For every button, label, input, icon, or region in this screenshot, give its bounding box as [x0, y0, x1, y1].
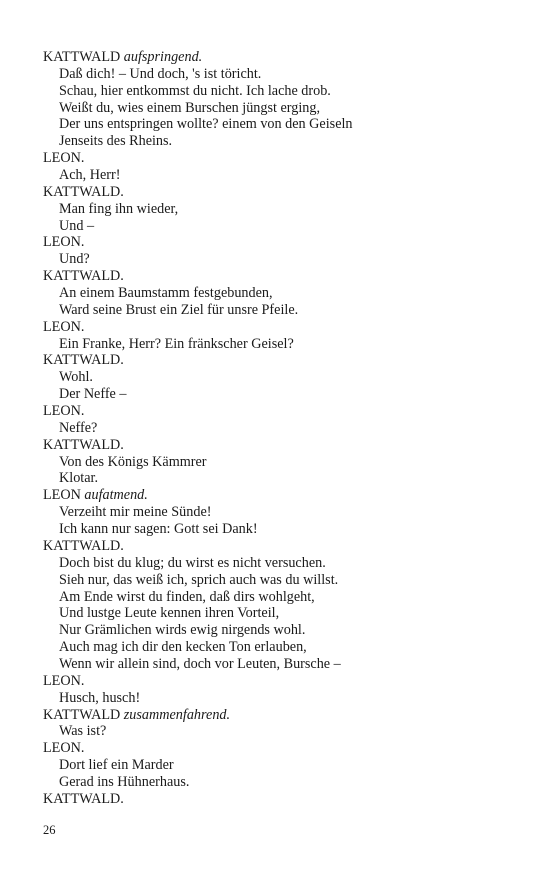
verse-line: Und lustge Leute kennen ihren Vorteil,	[59, 605, 280, 622]
stage-direction: aufspringend.	[123, 49, 203, 65]
play-text	[43, 49, 513, 808]
speaker-line	[43, 49, 513, 66]
speaker-line	[43, 268, 513, 285]
verse-line: Und?	[59, 251, 90, 268]
speaker-name: LEON.	[43, 672, 85, 689]
speaker-line	[43, 403, 513, 420]
speaker-name: LEON	[43, 487, 81, 504]
verse-line: Neffe?	[59, 419, 98, 436]
verse-line: Schau, hier entkommst du nicht. Ich lache drob.	[59, 82, 331, 99]
verse-line: Daß dich! – Und doch, 's ist töricht.	[59, 65, 262, 82]
speaker-line	[43, 673, 513, 690]
speaker-line	[43, 184, 513, 201]
speaker-name: KATTWALD.	[43, 436, 124, 453]
speaker-name: KATTWALD.	[43, 352, 124, 369]
speaker-name: LEON.	[43, 234, 85, 251]
verse-line: Doch bist du klug; du wirst es nicht versuchen.	[59, 554, 326, 571]
verse-line: Klotar.	[59, 470, 99, 487]
verse-line: Husch, husch!	[59, 689, 141, 706]
verse-line: Jenseits des Rheins.	[59, 133, 173, 150]
speaker-line	[43, 352, 513, 369]
speaker-line	[43, 538, 513, 555]
verse-line: Von des Königs Kämmrer	[59, 453, 207, 470]
speaker-line	[43, 319, 513, 336]
verse-line: Gerad ins Hühnerhaus.	[59, 773, 190, 790]
verse-line: Ward seine Brust ein Ziel für unsre Pfeile.	[59, 301, 299, 318]
verse-line: Sieh nur, das weiß ich, sprich auch was du willst.	[59, 571, 339, 588]
verse-line: Weißt du, wies einem Burschen jüngst erging,	[59, 99, 321, 116]
verse-line: Nur Grämlichen wirds ewig nirgends wohl.	[59, 622, 306, 639]
speaker-name: KATTWALD.	[43, 183, 124, 200]
verse-line: Dort lief ein Marder	[59, 757, 174, 774]
stage-direction: aufatmend.	[84, 487, 148, 504]
verse-line: Ein Franke, Herr? Ein fränkscher Geisel?	[59, 335, 294, 352]
speaker-name: LEON.	[43, 150, 85, 167]
speaker-name: KATTWALD.	[43, 537, 124, 554]
speaker-line	[43, 234, 513, 251]
speaker-name: KATTWALD	[43, 49, 121, 65]
verse-line: Und –	[59, 217, 95, 234]
verse-line: Am Ende wirst du finden, daß dirs wohlgeht,	[59, 588, 315, 605]
verse-line: Was ist?	[59, 723, 107, 740]
verse-line: Wohl.	[59, 369, 93, 386]
verse-line: An einem Baumstamm festgebunden,	[59, 285, 273, 302]
verse-line: Ach, Herr!	[59, 167, 121, 184]
speaker-line	[43, 707, 513, 724]
speaker-line	[43, 740, 513, 757]
verse-line: Ich kann nur sagen: Gott sei Dank!	[59, 521, 258, 538]
verse-line: Auch mag ich dir den kecken Ton erlauben,	[59, 639, 307, 656]
speaker-name: LEON.	[43, 740, 85, 757]
speaker-line	[43, 487, 513, 504]
verse-line: Der uns entspringen wollte? einem von den Geiseln	[59, 116, 353, 133]
verse-line: Wenn wir allein sind, doch vor Leuten, Bursche –	[59, 655, 341, 672]
speaker-name: KATTWALD.	[43, 268, 124, 285]
page-number: 26	[43, 823, 56, 837]
verse-line: Verzeiht mir meine Sünde!	[59, 504, 212, 521]
verse-line: Man fing ihn wieder,	[59, 200, 179, 217]
verse-line: Der Neffe –	[59, 386, 127, 403]
speaker-line	[43, 150, 513, 167]
speaker-name: KATTWALD	[43, 706, 121, 723]
speaker-line	[43, 791, 513, 808]
stage-direction: zusammenfahrend.	[123, 706, 231, 723]
speaker-name: LEON.	[43, 403, 85, 420]
speaker-name: KATTWALD.	[43, 790, 124, 807]
speaker-name: LEON.	[43, 318, 85, 335]
speaker-line	[43, 437, 513, 454]
